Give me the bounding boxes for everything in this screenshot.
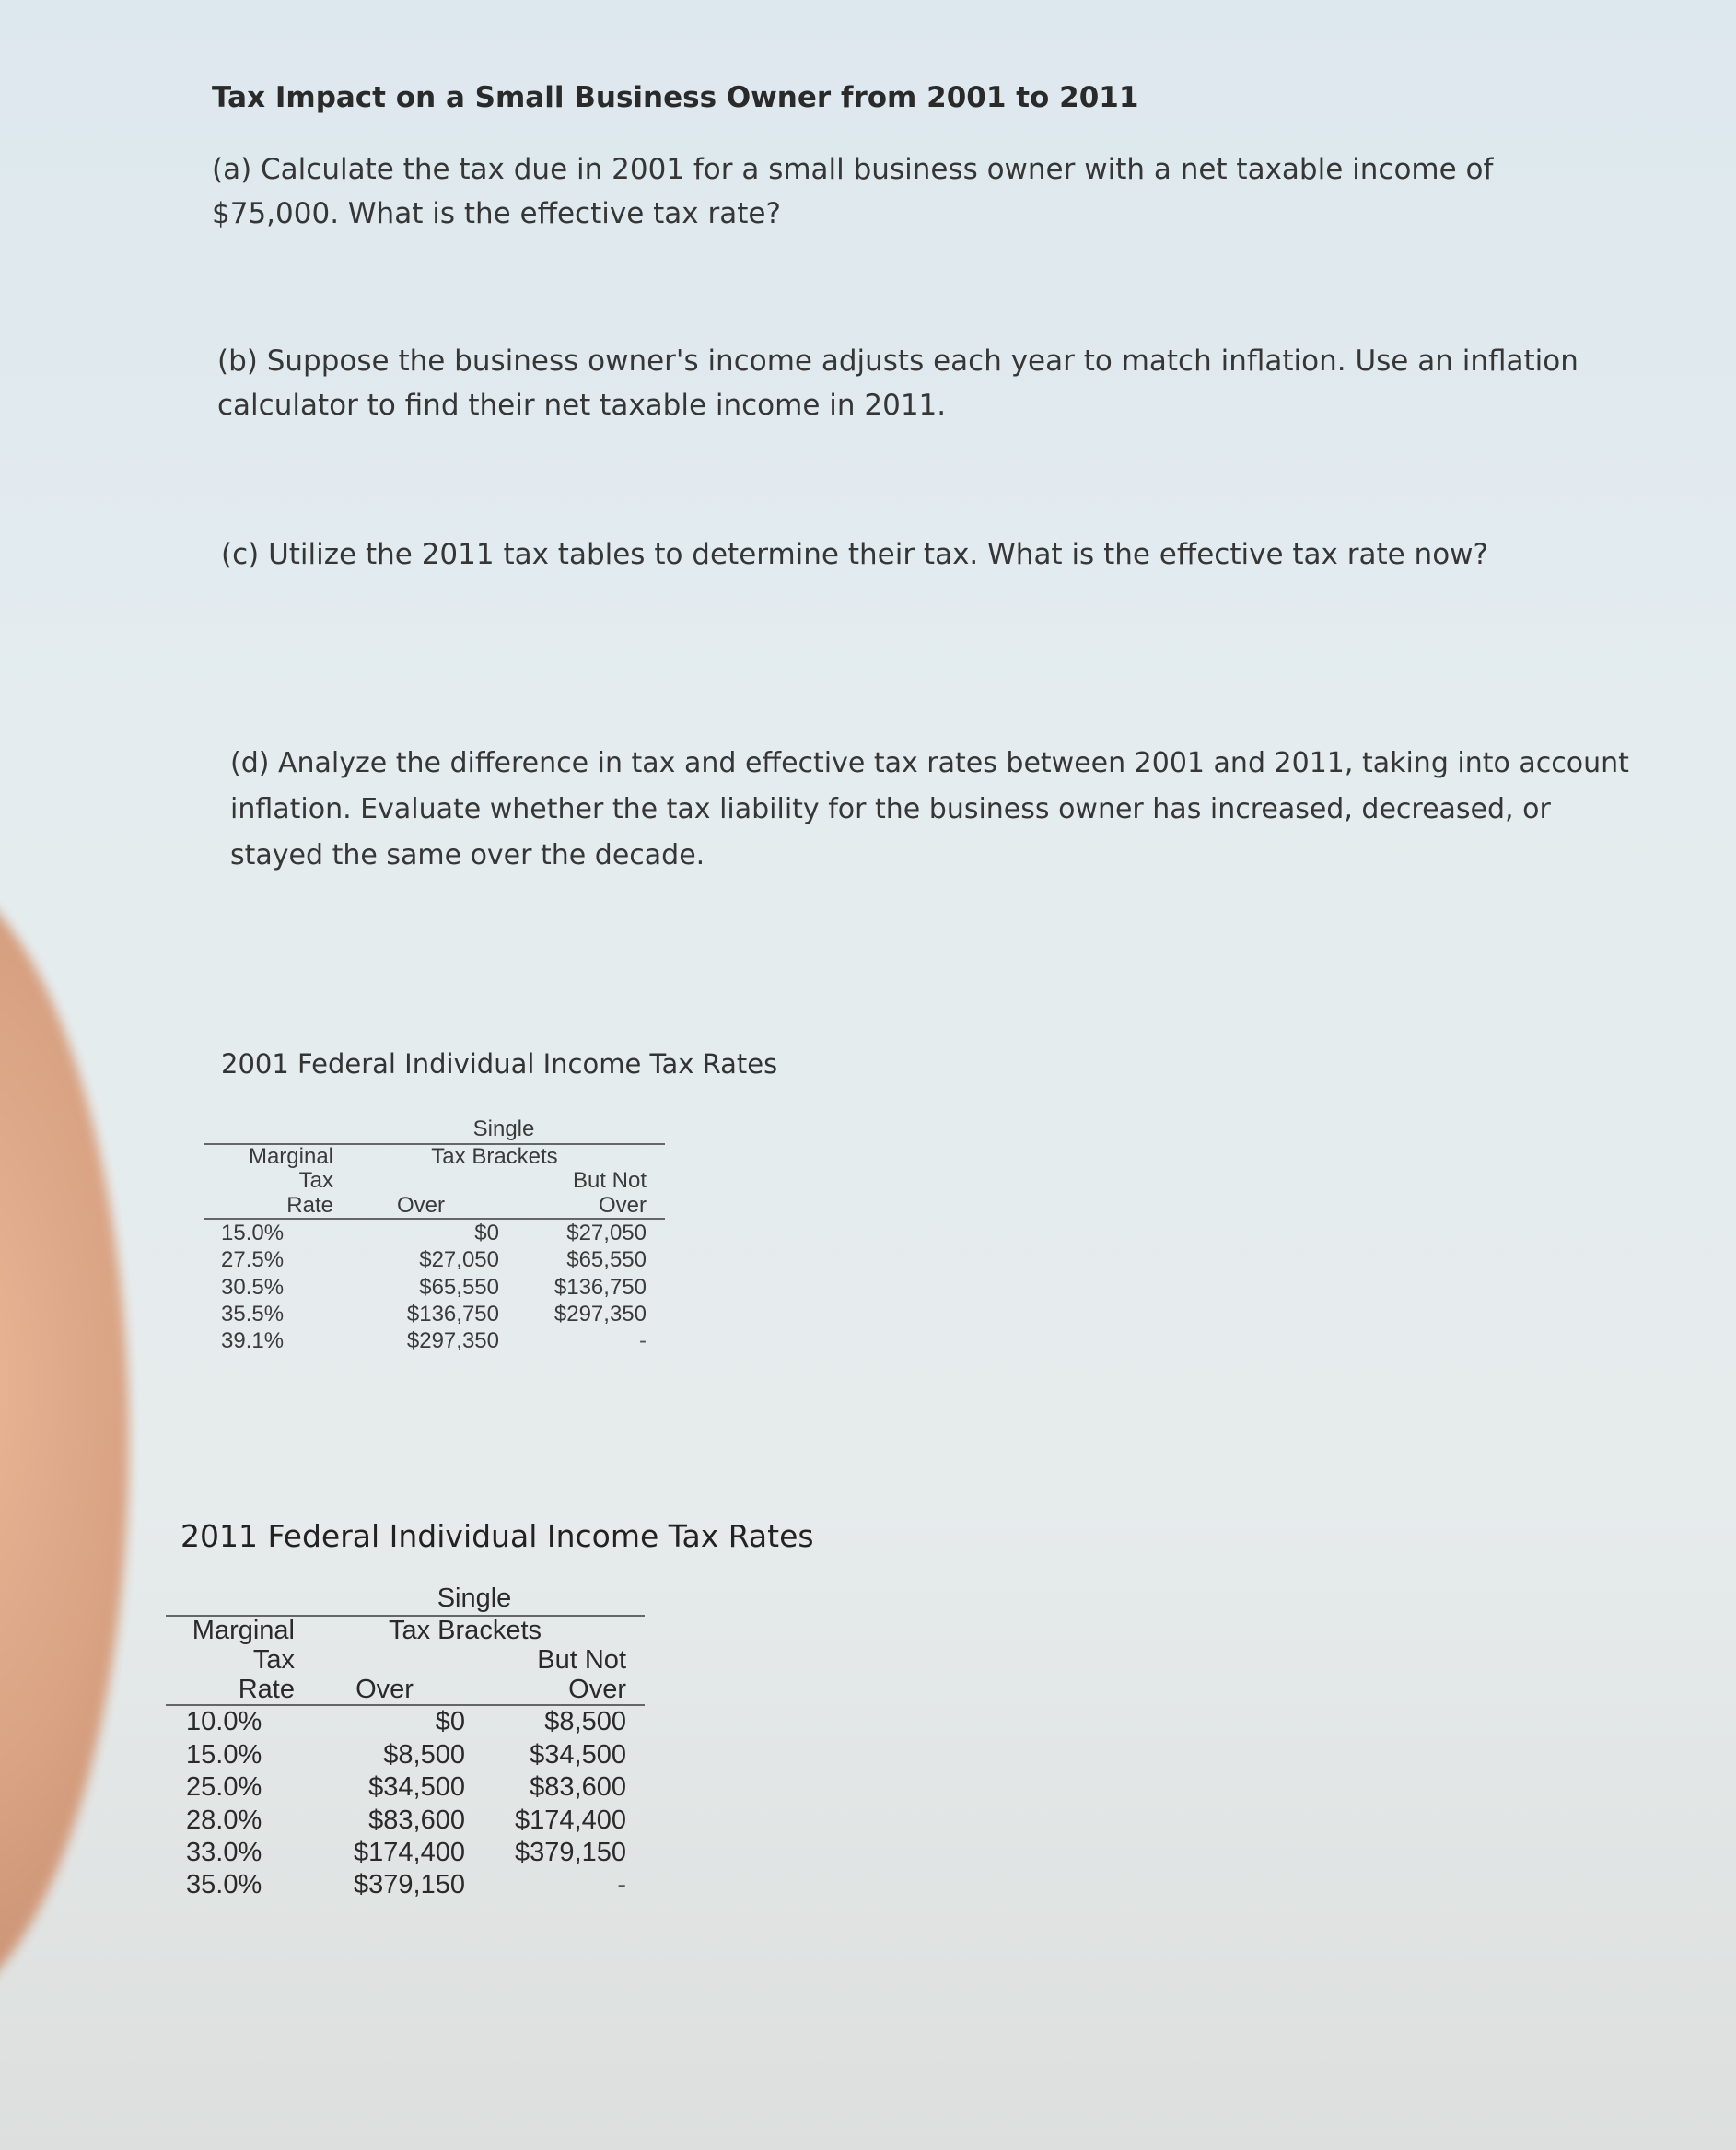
header-row <box>204 1145 665 1169</box>
cell-rate: 39.1% <box>221 1328 285 1354</box>
cell-but-not-over: $8,500 <box>544 1707 626 1737</box>
table-row <box>166 1771 645 1804</box>
cell-rate: 10.0% <box>186 1707 262 1737</box>
cell-but-not-over: $174,400 <box>515 1805 626 1835</box>
question-c: (c) Utilize the 2011 tax tables to determine their tax. What is the effective tax rate now? <box>221 538 1488 571</box>
header-single: Single <box>472 1116 535 1141</box>
header-but-not-line2: Over <box>568 1674 626 1704</box>
table-body <box>204 1220 665 1354</box>
header-rate-line3: Rate <box>286 1192 333 1218</box>
cell-over: $27,050 <box>419 1247 499 1273</box>
header-single: Single <box>437 1583 512 1613</box>
cell-over: $83,600 <box>368 1805 465 1835</box>
header-but-not-line1: But Not <box>572 1168 647 1194</box>
question-a: (a) Calculate the tax due in 2001 for a small business owner with a net taxable income of $75,000. What is the effective tax rate? <box>212 153 1494 230</box>
table-row <box>204 1327 665 1354</box>
cell-but-not-over: $136,750 <box>553 1274 647 1300</box>
cell-rate: 27.5% <box>221 1247 285 1273</box>
cell-over: $379,150 <box>354 1870 465 1900</box>
table-row <box>204 1274 665 1301</box>
header-row <box>166 1676 645 1705</box>
question-b: (b) Suppose the business owner's income adjusts each year to match inflation. Use an inflation calculator to find their net taxable income in 2011. <box>217 345 1579 422</box>
header-row <box>204 1169 665 1193</box>
cell-rate: 15.0% <box>221 1220 285 1245</box>
cell-but-not-over: - <box>617 1870 626 1900</box>
cell-over: $0 <box>435 1707 465 1737</box>
header-row <box>166 1646 645 1676</box>
cell-over: $65,550 <box>419 1274 499 1300</box>
table-row <box>166 1869 645 1901</box>
header-over: Over <box>396 1192 445 1218</box>
tax-table-2011 <box>166 1583 645 1902</box>
header-rate-line2: Tax <box>252 1644 295 1675</box>
table-row <box>166 1837 645 1869</box>
cell-rate: 28.0% <box>186 1805 262 1835</box>
cell-but-not-over: $83,600 <box>530 1772 626 1803</box>
cell-but-not-over: $297,350 <box>553 1301 647 1326</box>
cell-but-not-over: $34,500 <box>530 1739 626 1770</box>
header-over: Over <box>355 1674 414 1704</box>
cell-rate: 35.5% <box>221 1301 285 1326</box>
cell-over: $174,400 <box>354 1837 465 1867</box>
header-rate-line2: Tax <box>298 1168 333 1194</box>
cell-over: $0 <box>474 1220 499 1245</box>
cell-but-not-over: $27,050 <box>566 1220 647 1245</box>
header-row <box>166 1617 645 1646</box>
table-2011-title: 2011 Federal Individual Income Tax Rates <box>181 1518 814 1554</box>
table-row <box>166 1739 645 1771</box>
cell-rate: 15.0% <box>186 1739 262 1770</box>
cell-rate: 30.5% <box>221 1274 285 1300</box>
cell-rate: 25.0% <box>186 1772 262 1803</box>
worksheet-title: Tax Impact on a Small Business Owner from 2001 to 2011 <box>212 81 1139 114</box>
header-rate-line1: Marginal <box>248 1143 333 1169</box>
cell-over: $8,500 <box>383 1739 465 1770</box>
cell-but-not-over: $379,150 <box>515 1837 626 1867</box>
table-2001-title: 2001 Federal Individual Income Tax Rates <box>221 1048 778 1080</box>
table-row <box>166 1805 645 1837</box>
cell-but-not-over: $65,550 <box>566 1247 647 1273</box>
header-tax-brackets: Tax Brackets <box>389 1615 542 1645</box>
cell-over: $136,750 <box>406 1301 499 1326</box>
header-but-not-line2: Over <box>598 1192 647 1218</box>
cell-over: $34,500 <box>368 1772 465 1803</box>
cell-rate: 33.0% <box>186 1837 262 1867</box>
cell-rate: 35.0% <box>186 1870 262 1900</box>
header-rate-line3: Rate <box>238 1674 295 1704</box>
header-tax-brackets: Tax Brackets <box>431 1143 558 1169</box>
header-but-not-line1: But Not <box>537 1644 626 1675</box>
table-body <box>166 1706 645 1901</box>
table-row <box>204 1246 665 1273</box>
question-d: (d) Analyze the difference in tax and effective tax rates between 2001 and 2011, taking into account inflation. Evaluate whether the tax liability for the business owner has increased, decreased, or stayed the same over the decade. <box>230 747 1629 871</box>
header-row <box>204 1194 665 1218</box>
tax-table-2001 <box>204 1116 665 1354</box>
thumb-in-photo <box>0 866 129 2017</box>
cell-over: $297,350 <box>406 1328 499 1354</box>
cell-but-not-over: - <box>639 1328 647 1354</box>
header-rate-line1: Marginal <box>192 1615 295 1645</box>
table-row <box>166 1706 645 1738</box>
table-row <box>204 1220 665 1246</box>
table-row <box>204 1301 665 1327</box>
